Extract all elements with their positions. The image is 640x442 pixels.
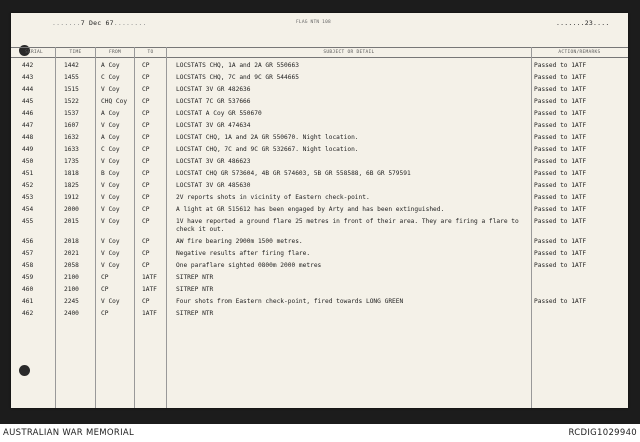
subject-cell: SITREP NTR [176,274,214,281]
to-cell: CP [142,110,150,117]
from-cell: C Coy [101,146,120,153]
action-cell: Passed to 1ATF [534,98,587,105]
subject-cell: Four shots from Eastern check-point, fired towards LONG GREEN [176,298,404,305]
action-cell: Passed to 1ATF [534,74,587,81]
from-cell: V Coy [101,206,120,213]
time-cell: 1912 [64,194,79,201]
action-cell: Passed to 1ATF [534,134,587,141]
to-cell: 1ATF [142,274,157,281]
action-cell: Passed to 1ATF [534,62,587,69]
subject-cell: Negative results after firing flare. [176,250,311,257]
subject-cell: LOCSTATS CHQ, 1A and 2A GR 550663 [176,62,299,69]
serial-cell: 444 [22,86,34,93]
time-cell: 1633 [64,146,79,153]
serial-cell: 453 [22,194,34,201]
action-cell: Passed to 1ATF [534,218,587,225]
column-header-from: FROM [108,50,122,55]
to-cell: CP [142,146,150,153]
subject-cell: LOCSTAT 3V GR 485630 [176,182,251,189]
time-cell: 1515 [64,86,79,93]
subject-cell: LOCSTAT A Coy GR 550670 [176,110,262,117]
column-header-to: TO [147,50,154,55]
to-cell: 1ATF [142,286,157,293]
action-cell: Passed to 1ATF [534,250,587,257]
time-cell: 2400 [64,310,79,317]
header-bottom-rule [11,57,628,58]
time-cell: 2015 [64,218,79,225]
to-cell: CP [142,206,150,213]
action-cell: Passed to 1ATF [534,158,587,165]
serial-cell: 457 [22,250,34,257]
subject-cell: One paraflare sighted 0800m 2000 metres [176,262,322,269]
from-cell: CHQ Coy [101,98,128,105]
subject-cell: LOCSTAT 3V GR 474634 [176,122,251,129]
from-cell: A Coy [101,134,120,141]
serial-cell: 459 [22,274,34,281]
log-date: .......7 Dec 67........ [52,19,147,27]
serial-cell: 461 [22,298,34,305]
serial-cell: 456 [22,238,34,245]
from-cell: CP [101,310,109,317]
time-cell: 2058 [64,262,79,269]
to-cell: CP [142,122,150,129]
from-cell: CP [101,274,109,281]
time-cell: 1735 [64,158,79,165]
time-cell: 1632 [64,134,79,141]
serial-cell: 447 [22,122,34,129]
serial-cell: 452 [22,182,34,189]
time-cell: 1455 [64,74,79,81]
action-cell: Passed to 1ATF [534,182,587,189]
column-header-subject: SUBJECT OR DETAIL [323,50,375,55]
to-cell: CP [142,194,150,201]
serial-cell: 460 [22,286,34,293]
to-cell: CP [142,86,150,93]
subject-cell: 2V reports shots in vicinity of Eastern check-point. [176,194,370,201]
from-cell: V Coy [101,86,120,93]
subject-cell: AW fire bearing 2900m 1500 metres. [176,238,303,245]
archive-reference: RCDIG1029940 [568,428,637,438]
to-cell: CP [142,62,150,69]
subject-cell: A light at GR 515612 has been engaged by Arty and has been extinguished. [176,206,445,213]
time-cell: 2000 [64,206,79,213]
from-cell: C Coy [101,74,120,81]
serial-cell: 448 [22,134,34,141]
from-cell: V Coy [101,122,120,129]
to-cell: CP [142,158,150,165]
action-cell: Passed to 1ATF [534,194,587,201]
subject-cell: LOCSTAT 3V GR 486623 [176,158,251,165]
to-cell: CP [142,98,150,105]
serial-cell: 446 [22,110,34,117]
serial-cell: 443 [22,74,34,81]
time-cell: 1537 [64,110,79,117]
serial-cell: 449 [22,146,34,153]
time-cell: 1522 [64,98,79,105]
column-divider [55,47,56,408]
to-cell: CP [142,238,150,245]
serial-cell: 462 [22,310,34,317]
time-cell: 2021 [64,250,79,257]
time-cell: 1607 [64,122,79,129]
serial-cell: 458 [22,262,34,269]
punch-hole-bottom [19,365,30,376]
from-cell: B Coy [101,170,120,177]
from-cell: A Coy [101,110,120,117]
serial-cell: 450 [22,158,34,165]
archive-credit: AUSTRALIAN WAR MEMORIAL [3,428,135,438]
subject-cell: LOCSTATS CHQ, 7C and 9C GR 544665 [176,74,299,81]
column-divider [95,47,96,408]
action-cell: Passed to 1ATF [534,110,587,117]
column-header-time: TIME [69,50,82,55]
subject-cell: LOCSTAT 7C GR 537666 [176,98,251,105]
action-cell: Passed to 1ATF [534,238,587,245]
from-cell: CP [101,286,109,293]
from-cell: V Coy [101,250,120,257]
from-cell: V Coy [101,238,120,245]
subject-cell: 1V have reported a ground flare 25 metres in front of their area. They are firing a flare to check it out. [176,218,519,233]
serial-cell: 454 [22,206,34,213]
subject-cell: LOCSTAT CHQ GR 573604, 4B GR 574603, 5B GR 558588, 6B GR 579591 [176,170,411,177]
page-number: .......23.... [556,19,610,27]
to-cell: CP [142,74,150,81]
subject-cell: SITREP NTR [176,310,214,317]
time-cell: 2018 [64,238,79,245]
from-cell: A Coy [101,62,120,69]
serial-cell: 445 [22,98,34,105]
column-header-serial: SERIAL [24,50,44,55]
column-header-action: ACTION/REMARKS [558,50,601,55]
to-cell: CP [142,250,150,257]
to-cell: 1ATF [142,310,157,317]
from-cell: V Coy [101,194,120,201]
from-cell: V Coy [101,298,120,305]
to-cell: CP [142,170,150,177]
to-cell: CP [142,298,150,305]
action-cell: Passed to 1ATF [534,86,587,93]
serial-cell: 442 [22,62,34,69]
time-cell: 1442 [64,62,79,69]
to-cell: CP [142,134,150,141]
action-cell: Passed to 1ATF [534,262,587,269]
to-cell: CP [142,218,150,225]
to-cell: CP [142,262,150,269]
from-cell: V Coy [101,262,120,269]
time-cell: 1818 [64,170,79,177]
serial-cell: 451 [22,170,34,177]
action-cell: Passed to 1ATF [534,146,587,153]
from-cell: V Coy [101,158,120,165]
subject-cell: SITREP NTR [176,286,214,293]
time-cell: 1825 [64,182,79,189]
action-cell: Passed to 1ATF [534,298,587,305]
subject-cell: LOCSTAT CHQ, 7C and 9C GR 532667. Night location. [176,146,359,153]
time-cell: 2100 [64,274,79,281]
form-code: FLAG NTN 108 [296,20,331,25]
table-top-rule [11,47,628,48]
action-cell: Passed to 1ATF [534,206,587,213]
action-cell: Passed to 1ATF [534,122,587,129]
time-cell: 2245 [64,298,79,305]
to-cell: CP [142,182,150,189]
time-cell: 2100 [64,286,79,293]
from-cell: V Coy [101,218,120,225]
subject-cell: LOCSTAT CHQ, 1A and 2A GR 550670. Night location. [176,134,359,141]
from-cell: V Coy [101,182,120,189]
subject-cell: LOCSTAT 3V GR 482636 [176,86,251,93]
serial-cell: 455 [22,218,34,225]
action-cell: Passed to 1ATF [534,170,587,177]
